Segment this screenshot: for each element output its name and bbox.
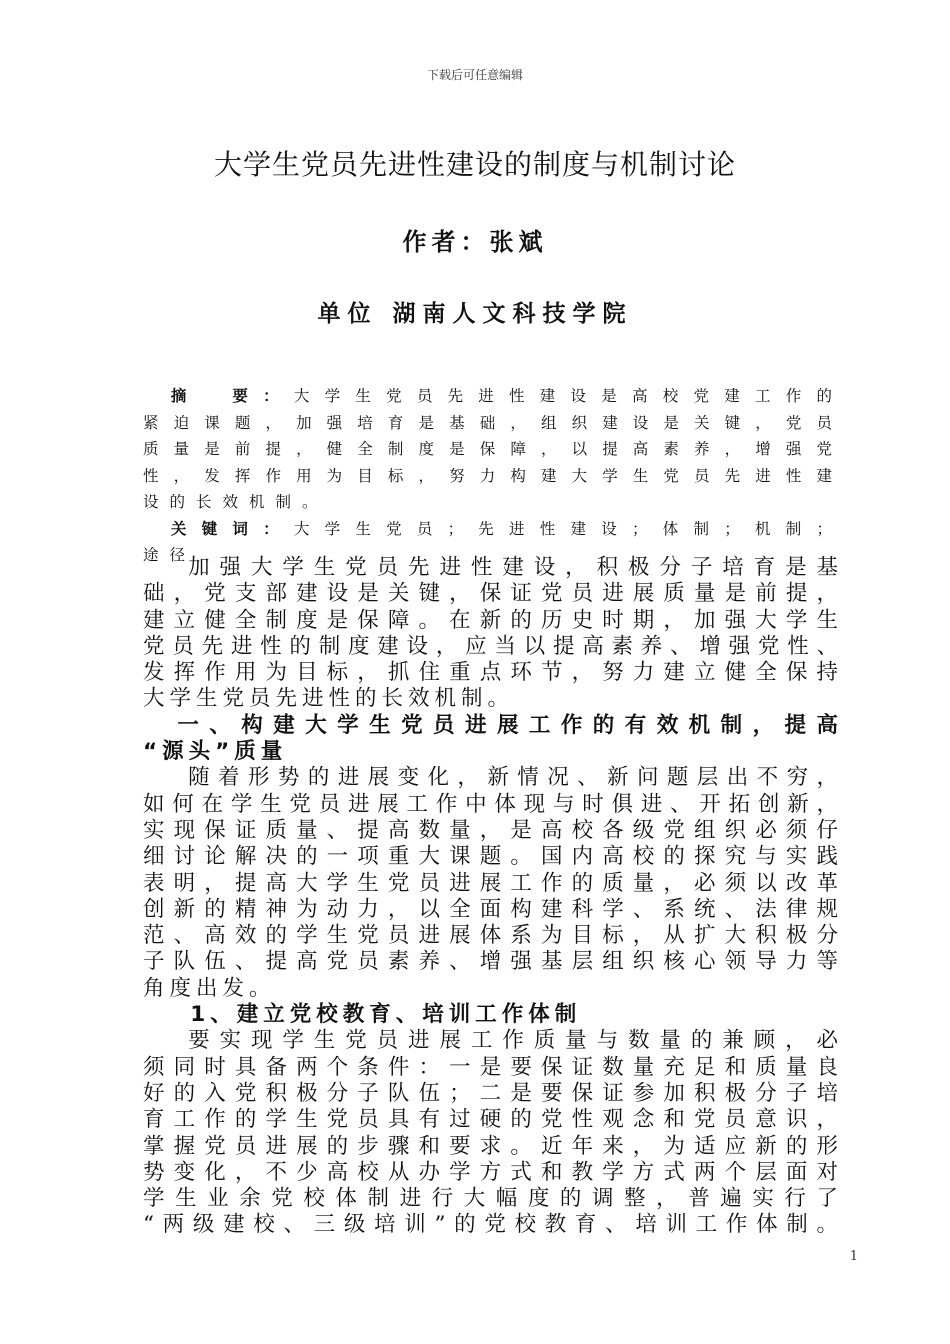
paragraph-line: “两级建校、三级培训”的党校教育、培训工作体制。 [143,1212,843,1238]
affiliation-line: 单位 湖南人文科技学院 [317,301,633,327]
document-title: 大学生党员先进性建设的制度与机制讨论 [213,148,736,181]
abstract-line: 紧迫课题，加强培育是基础，组织建设是关键，党员 [143,413,843,432]
paragraph-line: 创新的精神为动力，以全面构建科学、系统、法律规 [143,896,843,922]
keywords-line: 途径 [143,546,197,564]
subsection-heading: 1、建立党校教育、培训工作体制 [190,1002,582,1028]
paragraph-line: 子队伍、提高党员素养、增强基层组织核心领导力等 [143,949,843,975]
abstract-line: 质量是前提，健全制度是保障，以提高素养，增强党 [143,440,843,458]
main-text [143,555,843,1239]
paragraph-line: 学生业余党校体制进行大幅度的调整，普遍实行了 [143,1186,843,1212]
section-heading: 一、构建大学生党员进展工作的有效机制，提高 [177,712,843,738]
section-heading: “源头”质量 [143,739,288,765]
paragraph-line: 发挥作用为目标，抓住重点环节，努力建立健全保持 [143,660,843,686]
keywords-line: 关键词：大学生党员；先进性建设；体制；机制； [170,519,843,538]
paragraph-line: 势变化，不少高校从办学方式和教学方式两个层面对 [143,1159,843,1185]
paragraph-line: 党员先进性的制度建设，应当以提高素养、增强党性、 [143,633,843,659]
author-line: 作者：张斌 [402,228,548,256]
paragraph-line: 实现保证质量、提高数量，是高校各级党组织必须仔 [143,817,843,843]
paragraph-line: 加强大学生党员先进性建设，积极分子培育是基 [188,555,843,580]
paragraph-line: 掌握党员进展的步骤和要求。近年来，为适应新的形 [143,1133,843,1159]
abstract-line: 性，发挥作用为目标，努力构建大学生党员先进性建 [143,466,843,485]
paragraph-line: 角度出发。 [143,975,276,1001]
paragraph-line: 如何在学生党员进展工作中体现与时俱进、开拓创新， [143,791,843,817]
paragraph-line: 好的入党积极分子队伍；二是要保证参加积极分子培 [143,1080,843,1106]
paragraph-line: 表明，提高大学生党员进展工作的质量，必须以改革 [143,870,843,896]
paragraph-line: 育工作的学生党员具有过硬的党性观念和党员意识， [143,1107,843,1133]
abstract-label: 摘 要： [170,387,294,405]
abstract-line: 摘 要：大学生党员先进性建设是高校党建工作的 [170,387,843,405]
paragraph-line: 须同时具备两个条件：一是要保证数量充足和质量良 [143,1054,843,1080]
abstract-line: 设的长效机制。 [143,493,329,511]
keywords-label: 关键词： [170,519,294,538]
paragraph-line: 细讨论解决的一项重大课题。国内高校的探究与实践 [143,844,843,870]
paragraph-line: 建立健全制度是保障。在新的历史时期，加强大学生 [143,607,843,633]
paragraph-line: 范、高效的学生党员进展体系为目标，从扩大积极分 [143,923,843,949]
paragraph-line: 随着形势的进展变化，新情况、新问题层出不穷， [188,765,843,791]
page-number: 1 [849,1249,858,1264]
paragraph-line: 要实现学生党员进展工作质量与数量的兼顾，必 [188,1028,843,1054]
header-note: 下载后可任意编辑 [426,68,523,82]
paragraph-line: 大学生党员先进性的长效机制。 [143,686,515,712]
abstract-block [143,383,843,569]
paragraph-line: 础，党支部建设是关键，保证党员进展质量是前提， [143,581,843,607]
